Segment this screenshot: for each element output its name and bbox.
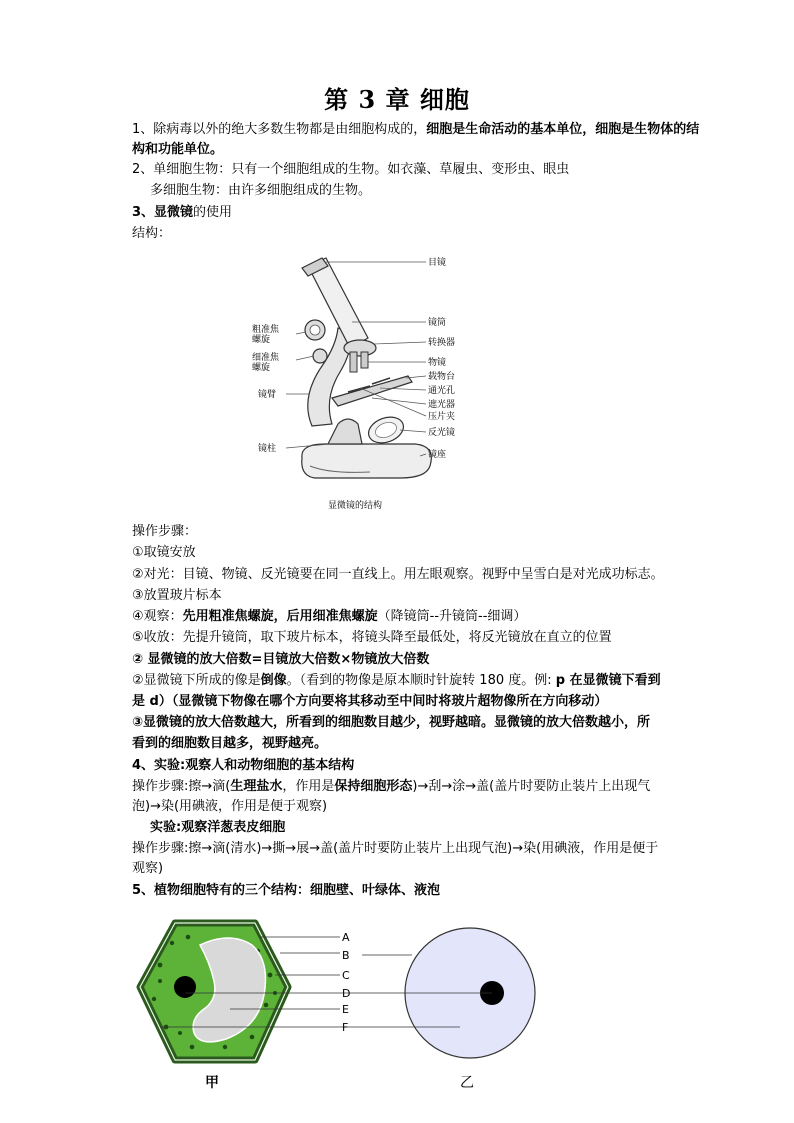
- label-mirror: 反光镜: [428, 428, 456, 438]
- experiment-2-title: 实验:观察洋葱表皮细胞: [150, 820, 286, 835]
- paragraph-4-bold: 3、显微镜: [132, 205, 194, 220]
- paragraph-4-text: 的使用: [193, 205, 233, 220]
- label-coarse-1: 粗准焦: [252, 325, 280, 335]
- cell-diagram: [130, 915, 550, 1095]
- microscope-caption: 显微镜的结构: [328, 501, 383, 511]
- label-A: A: [342, 931, 350, 944]
- experiment-2-steps-2: 观察): [132, 861, 164, 876]
- label-coarse-2: 螺旋: [252, 335, 271, 345]
- label-aperture: 通光孔: [428, 386, 456, 396]
- experiment-2-steps-1: 操作步骤:擦→滴(清水)→撕→展→盖(盖片时要防止装片上出现气泡)→染(用碘液，作用是便于: [132, 841, 659, 856]
- step-4-c: （降镜筒--升镜筒--细调）: [377, 609, 527, 624]
- page-title: 第 3 章 细胞: [324, 85, 470, 114]
- label-stage: 载物台: [428, 372, 456, 382]
- label-D: D: [342, 987, 351, 1000]
- step-5: ⑤收放：先提升镜筒，取下玻片标本，将镜头降至最低处，将反光镜放在直立的位置: [132, 630, 612, 645]
- label-clip: 压片夹: [428, 412, 456, 422]
- mag-l2-bold: 倒像: [260, 673, 287, 688]
- mag-l2-a: ②显微镜下所成的像是: [132, 673, 261, 688]
- exp-l1-c: ，作用是: [282, 779, 335, 794]
- label-C: C: [342, 969, 350, 982]
- label-pillar: 镜柱: [258, 444, 277, 454]
- microscope-diagram: [240, 248, 470, 518]
- label-fine-1: 细准焦: [252, 353, 280, 363]
- label-arm: 镜臂: [258, 390, 277, 400]
- label-tube: 镜筒: [428, 318, 447, 328]
- label-jia: 甲: [205, 1075, 219, 1091]
- label-objective: 物镜: [428, 358, 447, 368]
- exp-l1-a: 操作步骤:擦→滴(: [132, 779, 231, 794]
- magnification-image-2: 是 d）（显微镜下物像在哪个方向要将其移动至中间时将玻片超物像所在方向移动）: [132, 694, 608, 709]
- paragraph-1: [132, 120, 702, 160]
- label-base: 镜座: [428, 450, 447, 460]
- paragraph-1-bold: 细胞是生命活动的基本单位，细胞是生物体的结构和功能单位。: [132, 122, 700, 157]
- step-2: ②对光：目镜、物镜、反光镜要在同一直线上。用左眼观察。视野中呈雪白是对光成功标志。: [132, 567, 664, 582]
- label-E: E: [342, 1003, 349, 1016]
- label-B: B: [342, 949, 350, 962]
- label-nosepiece: 转换器: [428, 338, 456, 348]
- label-yi: 乙: [460, 1075, 474, 1091]
- experiment-1-steps-2: 泡)→染(用碘液，作用是便于观察): [132, 799, 328, 814]
- label-F: F: [342, 1021, 349, 1034]
- step-1: ①取镜安放: [132, 545, 196, 560]
- experiment-1-steps-1: [132, 777, 650, 797]
- plant-nucleus: [174, 976, 196, 998]
- exp-l1-bold-2: 保持细胞形态: [334, 779, 413, 794]
- magnification-image-1: [132, 671, 661, 691]
- label-fine-2: 螺旋: [252, 363, 271, 373]
- exp-l1-bold-1: 生理盐水: [230, 779, 283, 794]
- magnification-rule-2: 看到的细胞数目越多，视野越亮。: [132, 736, 328, 751]
- step-4-a: ④观察：: [132, 609, 183, 624]
- experiment-1-title: 4、实验:观察人和动物细胞的基本结构: [132, 758, 355, 773]
- exp-l1-e: )→刮→涂→盖(盖片时要防止装片上出现气: [412, 779, 651, 794]
- step-4-bold: 先用粗准焦螺旋，后用细准焦螺旋: [182, 609, 378, 624]
- paragraph-4: [132, 203, 232, 223]
- steps-heading: 操作步骤：: [132, 524, 198, 539]
- paragraph-2: 2、单细胞生物：只有一个细胞组成的生物。如衣藻、草履虫、变形虫、眼虫: [132, 162, 570, 177]
- step-3: ③放置玻片标本: [132, 588, 222, 603]
- magnification-rule-1: ③显微镜的放大倍数越大，所看到的细胞数目越少，视野越暗。显微镜的放大倍数越小，所: [132, 715, 651, 730]
- paragraph-1-text: 1、除病毒以外的绝大多数生物都是由细胞构成的，: [132, 122, 427, 137]
- plant-cell-structures: 5、植物细胞特有的三个结构：细胞壁、叶绿体、液泡: [132, 883, 441, 898]
- mag-l2-c: 。（看到的物像是原本顺时针旋转 180 度。例:: [286, 673, 556, 688]
- magnification-formula: ② 显微镜的放大倍数=目镜放大倍数×物镜放大倍数: [132, 652, 430, 667]
- label-diaphragm: 遮光器: [428, 400, 456, 410]
- mag-l2-d: p 在显微镜下看到: [555, 673, 661, 688]
- paragraph-3: 多细胞生物：由许多细胞组成的生物。: [150, 183, 372, 198]
- label-eyepiece: 目镜: [428, 258, 447, 268]
- structure-label: 结构：: [132, 226, 172, 241]
- step-4: [132, 607, 526, 627]
